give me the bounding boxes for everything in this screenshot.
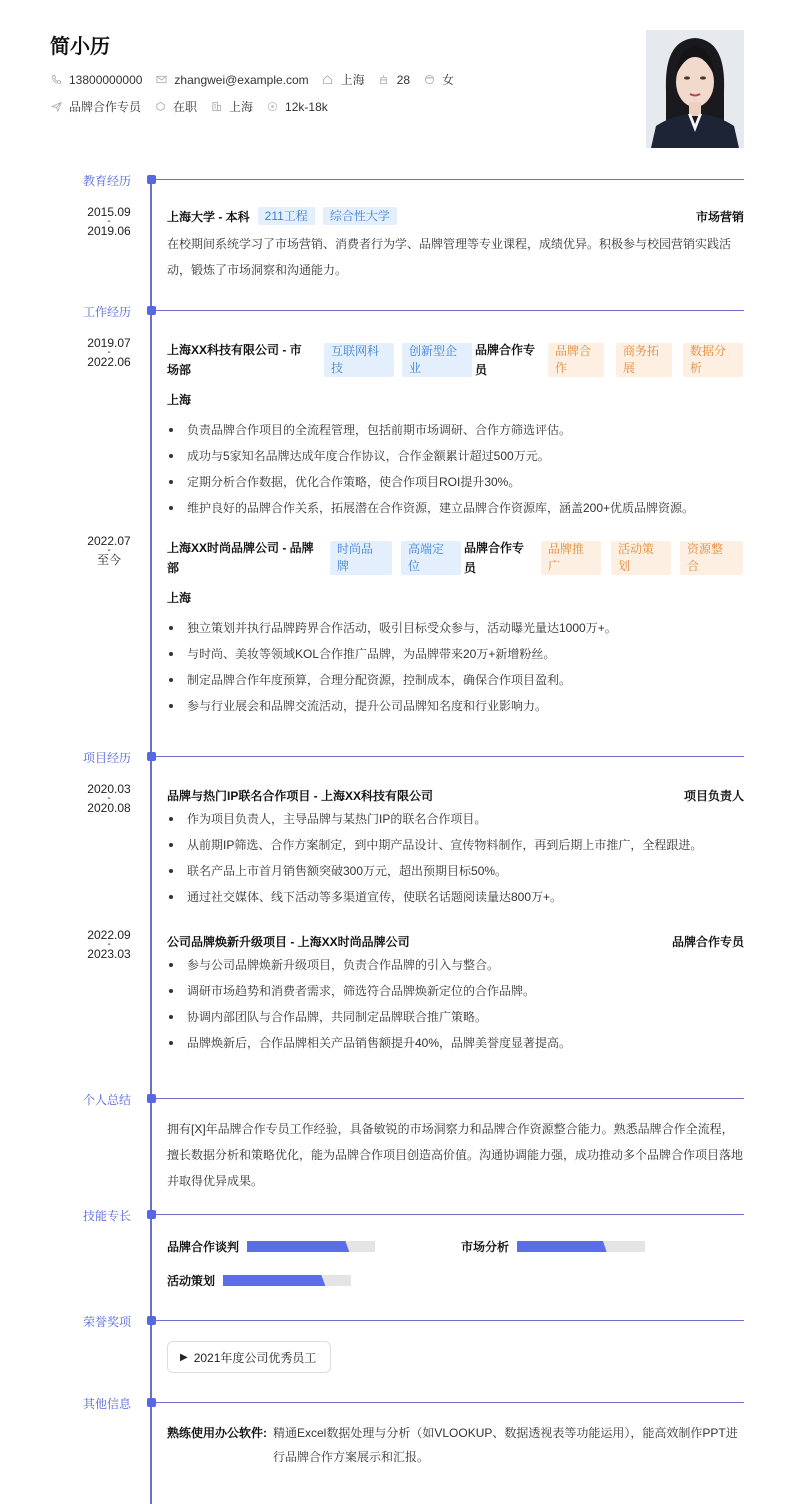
section-skills bbox=[0, 1207, 794, 1223]
triangle-right-icon: ▶ bbox=[180, 1351, 188, 1363]
project-role: 品牌合作专员 bbox=[671, 935, 744, 949]
list-item: 维护良好的品牌合作关系，拓展潜在合作资源，建立品牌合作资源库，涵盖200+优质品牌资源。 bbox=[167, 495, 744, 521]
summary-text: 拥有[X]年品牌合作专员工作经验，具备敏锐的市场洞察力和品牌合作资源整合能力。熟悉品牌合作全流程， 擅长数据分析和策略优化，能为品牌合作项目创造高价值。沟通协调能力强，成功推动多个品牌合作项目落地 并取得优异成果。 bbox=[167, 1122, 744, 1188]
resume-header bbox=[50, 28, 750, 153]
list-item: 成功与5家知名品牌达成年度合作协议，合作金额累计超过500万元。 bbox=[167, 443, 744, 469]
building-icon bbox=[210, 101, 222, 113]
list-item: 品牌焕新后，合作品牌相关产品销售额提升40%，品牌美誉度显著提高。 bbox=[167, 1030, 744, 1056]
timeline-line bbox=[150, 178, 152, 1504]
employment-status-item bbox=[154, 98, 197, 115]
school-tag: 211工程 bbox=[258, 207, 315, 225]
other-info-value: 精通Excel数据处理与分析（如VLOOKUP、数据透视表等功能运用），能高效制作PPT进 行品牌合作方案展示和汇报。 bbox=[273, 1426, 738, 1464]
work-responsibilities bbox=[167, 417, 744, 521]
age-icon bbox=[378, 74, 390, 86]
section-divider bbox=[155, 1320, 744, 1321]
skill-tag: 品牌推 广 bbox=[541, 541, 601, 575]
gender-icon bbox=[423, 74, 435, 86]
work-date: 2022.07 - 至今 bbox=[87, 534, 131, 567]
work-entry bbox=[167, 538, 744, 719]
other-info-item bbox=[167, 1421, 744, 1469]
section-title: 工作经历 bbox=[83, 305, 132, 319]
skill-progress-fill bbox=[517, 1241, 607, 1252]
contact-row bbox=[50, 71, 467, 88]
work-responsibilities bbox=[167, 615, 744, 719]
school-degree: 上海大学 - 本科 bbox=[167, 210, 250, 224]
salary-item bbox=[266, 100, 328, 114]
job-position: 品牌合作专 员 bbox=[475, 343, 536, 377]
section-awards bbox=[0, 1313, 794, 1329]
age: 28 bbox=[396, 72, 411, 87]
major: 市场营销 bbox=[695, 210, 744, 224]
work-location: 上海 bbox=[167, 591, 192, 605]
section-title: 荣誉奖项 bbox=[83, 1315, 132, 1329]
skill-tag: 资源整 合 bbox=[680, 541, 743, 575]
email-address: zhangwei@example.com bbox=[174, 72, 309, 87]
project-entry bbox=[167, 786, 744, 910]
education-entry bbox=[167, 207, 744, 283]
company-department: 上海XX科技有限公司 - 市 场部 bbox=[167, 343, 302, 377]
skill-tag: 活动策 划 bbox=[611, 541, 671, 575]
section-work bbox=[0, 303, 794, 319]
section-title: 教育经历 bbox=[83, 174, 132, 188]
company-department: 上海XX时尚品牌公司 - 品牌 部 bbox=[167, 541, 314, 575]
work-location: 上海 bbox=[167, 393, 192, 407]
work-entry bbox=[167, 340, 744, 521]
target-city: 上海 bbox=[229, 100, 254, 114]
other-info-key: 熟练使用办公软件: bbox=[167, 1426, 267, 1440]
list-item: 参与公司品牌焕新升级项目，负责合作品牌的引入与整合。 bbox=[167, 952, 744, 978]
gender-item bbox=[423, 71, 454, 88]
salary-icon bbox=[266, 101, 278, 113]
school-tag: 综合性大学 bbox=[323, 207, 397, 225]
city: 上海 bbox=[340, 73, 365, 87]
mail-icon bbox=[155, 74, 167, 86]
section-other bbox=[0, 1395, 794, 1411]
status-icon bbox=[154, 101, 166, 113]
section-title: 项目经历 bbox=[83, 751, 132, 765]
job-position: 品牌合作专 员 bbox=[464, 541, 525, 575]
list-item: 独立策划并执行品牌跨界合作活动，吸引目标受众参与，活动曝光量达1000万+。 bbox=[167, 615, 744, 641]
project-role: 项目负责人 bbox=[683, 789, 744, 803]
project-details bbox=[167, 806, 744, 910]
candidate-name: 简小历 bbox=[50, 36, 110, 58]
project-entry bbox=[167, 932, 744, 1056]
skill-tag: 商务拓 展 bbox=[616, 343, 672, 377]
section-divider bbox=[155, 756, 744, 757]
target-position-item bbox=[50, 98, 141, 115]
list-item: 定期分析合作数据，优化合作策略，使合作项目ROI提升30%。 bbox=[167, 469, 744, 495]
section-title: 其他信息 bbox=[83, 1397, 132, 1411]
target-city-item bbox=[210, 98, 253, 115]
project-title: 品牌与热门IP联名合作项目 - 上海XX科技有限公司 bbox=[167, 789, 434, 803]
section-divider bbox=[155, 1098, 744, 1099]
phone-icon bbox=[50, 74, 62, 86]
section-summary bbox=[0, 1091, 794, 1107]
list-item: 通过社交媒体、线下活动等多渠道宣传，使联名话题阅读量达800万+。 bbox=[167, 884, 744, 910]
list-item: 负责品牌合作项目的全流程管理，包括前期市场调研、合作方筛选评估。 bbox=[167, 417, 744, 443]
skill-item bbox=[461, 1238, 645, 1255]
section-title: 个人总结 bbox=[83, 1093, 132, 1107]
skill-tag: 数据分 析 bbox=[683, 343, 743, 377]
project-title: 公司品牌焕新升级项目 - 上海XX时尚品牌公司 bbox=[167, 935, 410, 949]
phone-number: 13800000000 bbox=[69, 72, 143, 87]
job-intent-row bbox=[50, 98, 341, 115]
list-item: 作为项目负责人，主导品牌与某热门IP的联名合作项目。 bbox=[167, 806, 744, 832]
company-tag: 高端定 位 bbox=[401, 541, 461, 575]
skill-progress-fill bbox=[247, 1241, 349, 1252]
company-tag: 创新型企 业 bbox=[402, 343, 472, 377]
skill-progress-bar bbox=[247, 1241, 375, 1252]
city-item bbox=[322, 71, 365, 88]
list-item: 调研市场趋势和消费者需求，筛选符合品牌焕新定位的合作品牌。 bbox=[167, 978, 744, 1004]
email-item bbox=[155, 73, 308, 87]
list-item: 与时尚、美妆等领域KOL合作推广品牌，为品牌带来20万+新增粉丝。 bbox=[167, 641, 744, 667]
education-date: 2015.09 - 2019.06 bbox=[87, 205, 131, 238]
award-item[interactable] bbox=[167, 1341, 331, 1373]
skill-name: 活动策划 bbox=[167, 1274, 216, 1288]
section-divider bbox=[155, 1214, 744, 1215]
award-name: 2021年度公司优秀员工 bbox=[193, 1350, 317, 1365]
project-date: 2020.03 - 2020.08 bbox=[87, 782, 131, 815]
expected-salary: 12k-18k bbox=[285, 99, 328, 114]
section-divider bbox=[155, 1402, 744, 1403]
section-title: 技能专长 bbox=[83, 1209, 132, 1223]
skill-tag: 品牌合 作 bbox=[548, 343, 604, 377]
skill-name: 市场分析 bbox=[461, 1240, 510, 1254]
list-item: 协调内部团队与合作品牌，共同制定品牌联合推广策略。 bbox=[167, 1004, 744, 1030]
target-position: 品牌合作专员 bbox=[69, 100, 142, 114]
home-icon bbox=[322, 74, 334, 86]
section-divider bbox=[155, 179, 744, 180]
skill-progress-bar bbox=[517, 1241, 645, 1252]
project-details bbox=[167, 952, 744, 1056]
section-divider bbox=[155, 310, 744, 311]
company-tag: 时尚品 牌 bbox=[330, 541, 392, 575]
list-item: 制定品牌合作年度预算，合理分配资源，控制成本，确保合作项目盈利。 bbox=[167, 667, 744, 693]
section-projects bbox=[0, 749, 794, 765]
phone-item bbox=[50, 73, 142, 87]
skill-progress-fill bbox=[223, 1275, 325, 1286]
employment-status: 在职 bbox=[173, 100, 198, 114]
skill-item bbox=[167, 1272, 351, 1289]
profile-photo bbox=[646, 30, 744, 148]
section-education bbox=[0, 172, 794, 188]
work-date: 2019.07 - 2022.06 bbox=[87, 336, 131, 369]
skill-name: 品牌合作谈判 bbox=[167, 1240, 240, 1254]
list-item: 联名产品上市首月销售额突破300万元，超出预期目标50%。 bbox=[167, 858, 744, 884]
list-item: 参与行业展会和品牌交流活动，提升公司品牌知名度和行业影响力。 bbox=[167, 693, 744, 719]
age-item bbox=[378, 73, 410, 87]
skill-item bbox=[167, 1238, 375, 1255]
send-icon bbox=[50, 101, 62, 113]
gender: 女 bbox=[442, 73, 455, 87]
education-description: 在校期间系统学习了市场营销、消费者行为学、品牌管理等专业课程，成绩优异。积极参与校园营销实践活 动，锻炼了市场洞察和沟通能力。 bbox=[167, 237, 732, 277]
list-item: 从前期IP筛选、合作方案制定，到中期产品设计、宣传物料制作，再到后期上市推广，全程跟进。 bbox=[167, 832, 744, 858]
project-date: 2022.09 - 2023.03 bbox=[87, 928, 131, 961]
company-tag: 互联网科 技 bbox=[324, 343, 394, 377]
skill-progress-bar bbox=[223, 1275, 351, 1286]
